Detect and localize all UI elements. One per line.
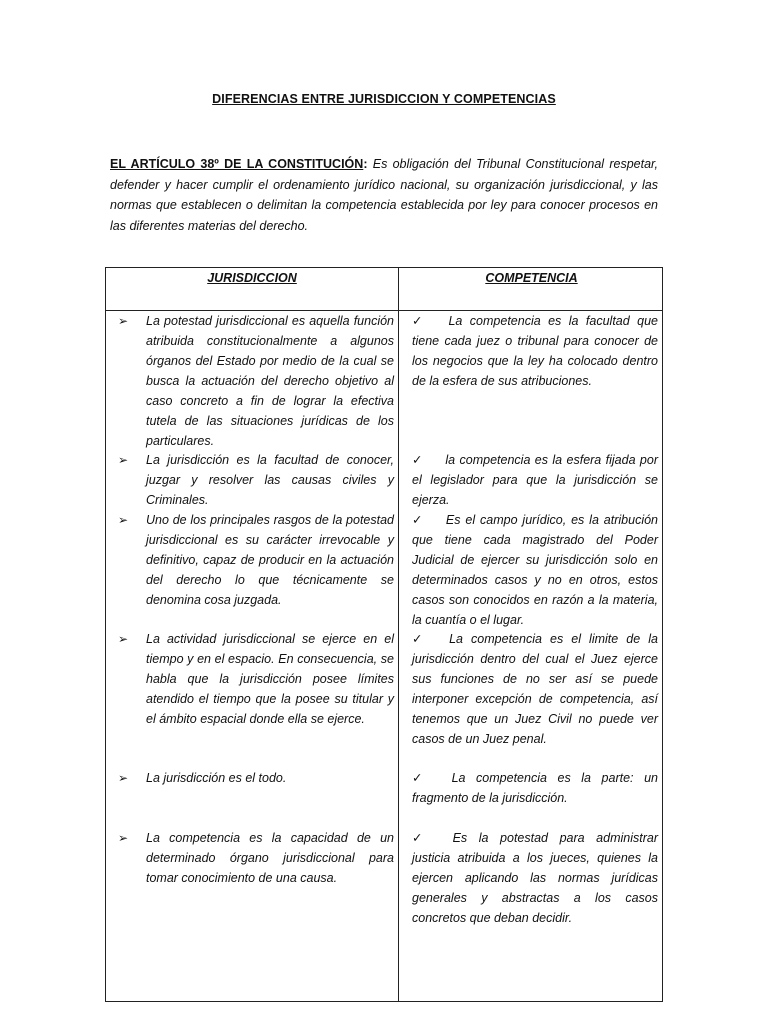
left-cell-text: Uno de los principales rasgos de la potestad jurisdiccional es su carácter irrevocable y definitivo, capaz de producir en la actuación del derecho lo que técnicamente se denomina cosa juzgada. xyxy=(146,513,394,607)
right-cell-text: Es la potestad para administrar justicia atribuida a los jueces, quienes la ejercen aplicando las normas jurídicas generales y abstractas a los casos concretos que deban decidir. xyxy=(412,831,658,925)
right-row-2 xyxy=(412,450,658,510)
right-row-4 xyxy=(412,629,658,749)
arrow-bullet-icon: ➢ xyxy=(118,831,129,845)
arrow-bullet-icon: ➢ xyxy=(118,453,129,467)
arrow-bullet-icon: ➢ xyxy=(118,771,129,785)
left-cell-text: La potestad jurisdiccional es aquella función atribuida constitucionalmente a algunos órganos del Estado por medio de la cual se busca la actuación del derecho objetivo al caso concreto a fin de lograr la efectiva tutela de las situaciones jurídicas de los particulares. xyxy=(146,314,394,448)
right-row-1 xyxy=(412,311,658,391)
right-row-5 xyxy=(412,768,658,808)
header-competencia: COMPETENCIA xyxy=(485,271,578,285)
checkmark-icon: ✓ xyxy=(412,453,424,467)
left-cell-text: La actividad jurisdiccional se ejerce en el tiempo y en el espacio. En consecuencia, se habla que la jurisdicción posee límites atendido el tiempo que la posee su titular y el ámbito espacial donde ella se ejerce. xyxy=(146,632,394,726)
intro-lead xyxy=(110,157,367,171)
right-cell-text: Es el campo jurídico, es la atribución que tiene cada magistrado del Poder Judicial de ejercer su jurisdicción solo en determinados casos y no en otros, estos casos son conocidos en razón a la materia, la cuantía o el lugar. xyxy=(412,513,658,627)
checkmark-icon: ✓ xyxy=(412,831,431,845)
left-cell-text: La competencia es la capacidad de un determinado órgano jurisdiccional para tomar conocimiento de una causa. xyxy=(146,831,394,885)
checkmark-icon: ✓ xyxy=(412,314,427,328)
arrow-bullet-icon: ➢ xyxy=(118,513,129,527)
intro-body: Es obligación del Tribunal Constitucional respetar, defender y hacer cumplir el ordenamiento jurídico nacional, su organización jurisdiccional, y las normas que establecen o delimitan la competencia establecida por ley para conocer procesos en las diferentes materias del derecho. xyxy=(110,157,658,233)
intro-paragraph xyxy=(110,154,658,236)
left-cell-text: La jurisdicción es el todo. xyxy=(146,771,287,785)
checkmark-icon: ✓ xyxy=(412,632,428,646)
header-jurisdiccion: JURISDICCION xyxy=(207,271,297,285)
right-row-6 xyxy=(412,828,658,928)
right-cell-text: la competencia es la esfera fijada por el legislador para que la jurisdicción se ejerza. xyxy=(412,453,658,507)
intro-lead-colon: : xyxy=(363,157,368,171)
right-cell-text: La competencia es la parte: un fragmento de la jurisdicción. xyxy=(412,771,658,805)
left-cell-text: La jurisdicción es la facultad de conocer, juzgar y resolver las causas civiles y Criminales. xyxy=(146,453,394,507)
arrow-bullet-icon: ➢ xyxy=(118,314,129,328)
comparison-table xyxy=(105,267,663,1002)
right-row-3 xyxy=(412,510,658,630)
right-cell-text: La competencia es la facultad que tiene cada juez o tribunal para conocer de los negocios que la ley ha colocado dentro de la esfera de sus atribuciones. xyxy=(412,314,658,388)
document-title: DIFERENCIAS ENTRE JURISDICCION Y COMPETENCIAS xyxy=(212,92,556,106)
right-cell-text: La competencia es el limite de la jurisdicción dentro del cual el Juez ejerce sus funciones de no ser así se puede interponer excepción de competencia, así tenemos que un Juez Civil no puede ver casos de un Juez penal. xyxy=(412,632,658,746)
column-divider xyxy=(398,268,399,1001)
intro-lead-text: EL ARTÍCULO 38º DE LA CONSTITUCIÓN xyxy=(110,157,364,171)
arrow-bullet-icon: ➢ xyxy=(118,632,129,646)
checkmark-icon: ✓ xyxy=(412,513,424,527)
checkmark-icon: ✓ xyxy=(412,771,430,785)
